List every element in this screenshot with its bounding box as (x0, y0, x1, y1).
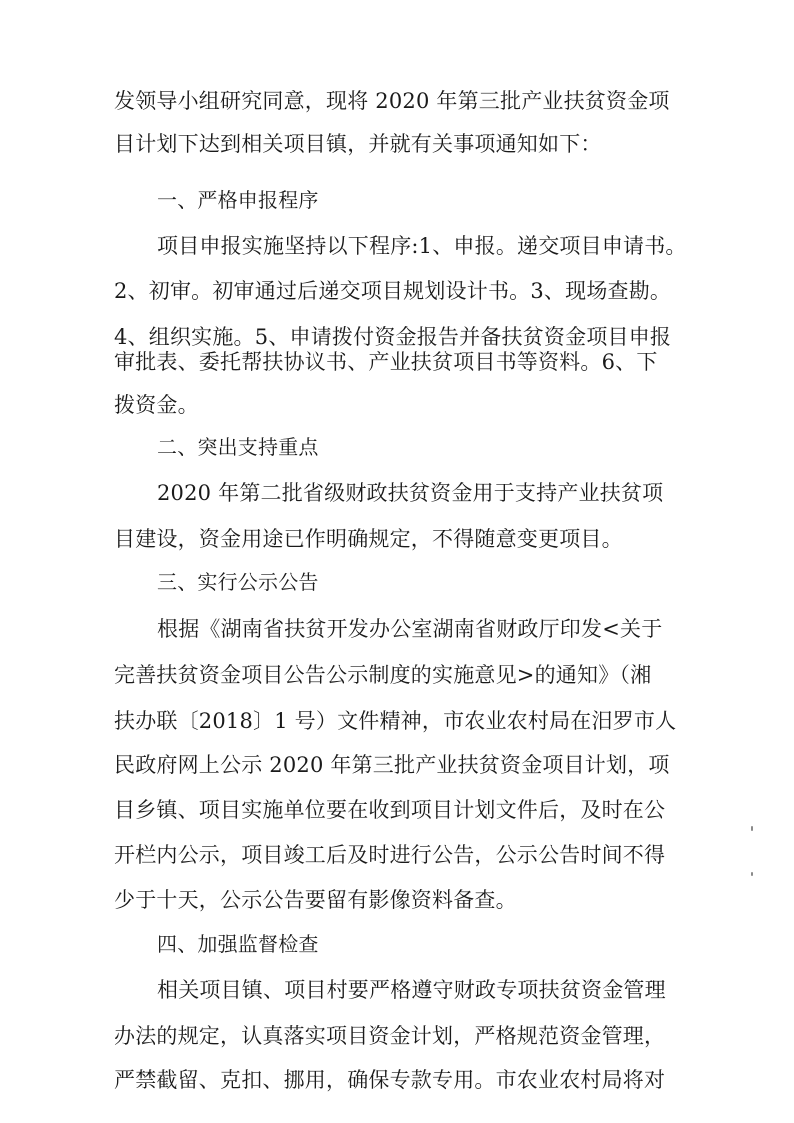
paragraph-line: 根据《湖南省扶贫开发办公室湖南省财政厅印发<关于 (157, 617, 663, 641)
paragraph-line: 扶办联〔2018〕1 号）文件精神，市农业农村局在汨罗市人 (114, 709, 677, 733)
paragraph-line: 完善扶贫资金项目公告公示制度的实施意见>的通知》（湘 (114, 663, 652, 687)
paragraph-line: 2、初审。初审通过后递交项目规划设计书。3、现场查勘。 (114, 279, 672, 303)
paragraph-line: 审批表、委托帮扶协议书、产业扶贫项目书等资料。6、下 (114, 350, 658, 374)
paragraph-line: 开栏内公示，项目竣工后及时进行公告，公示公告时间不得 (114, 843, 666, 867)
body-line: 发领导小组研究同意，现将 2020 年第三批产业扶贫资金项 (114, 89, 670, 113)
paragraph-line: 4、组织实施。5、申请拨付资金报告并备扶贫资金项目申报 (114, 325, 672, 349)
paragraph-line: 相关项目镇、项目村要严格遵守财政专项扶贫资金管理 (157, 978, 666, 1002)
paragraph-line: 目乡镇、项目实施单位要在收到项目计划文件后，及时在公 (114, 798, 666, 822)
body-line: 目计划下达到相关项目镇，并就有关事项通知如下： (114, 132, 602, 156)
paragraph-line: 办法的规定，认真落实项目资金计划，严格规范资金管理， (114, 1024, 666, 1048)
section-heading-3: 三、实行公示公告 (157, 570, 319, 594)
paragraph-line: 严禁截留、克扣、挪用，确保专款专用。市农业农村局将对 (114, 1068, 666, 1092)
paragraph-line: 民政府网上公示 2020 年第三批产业扶贫资金项目计划，项 (114, 753, 670, 777)
section-heading-4: 四、加强监督检查 (157, 932, 319, 956)
scan-speck (751, 826, 753, 831)
paragraph-line: 少于十天，公示公告要留有影像资料备查。 (114, 888, 517, 912)
section-heading-2: 二、突出支持重点 (157, 435, 319, 459)
section-heading-1: 一、严格申报程序 (157, 188, 319, 212)
paragraph-line: 目建设，资金用途已作明确规定，不得随意变更项目。 (114, 527, 623, 551)
paragraph-line: 拨资金。 (114, 393, 199, 417)
scan-speck (751, 872, 753, 876)
paragraph-line: 2020 年第二批省级财政扶贫资金用于支持产业扶贫项 (157, 481, 664, 505)
paragraph-line: 项目申报实施坚持以下程序:1、申报。递交项目申请书。 (157, 234, 687, 258)
